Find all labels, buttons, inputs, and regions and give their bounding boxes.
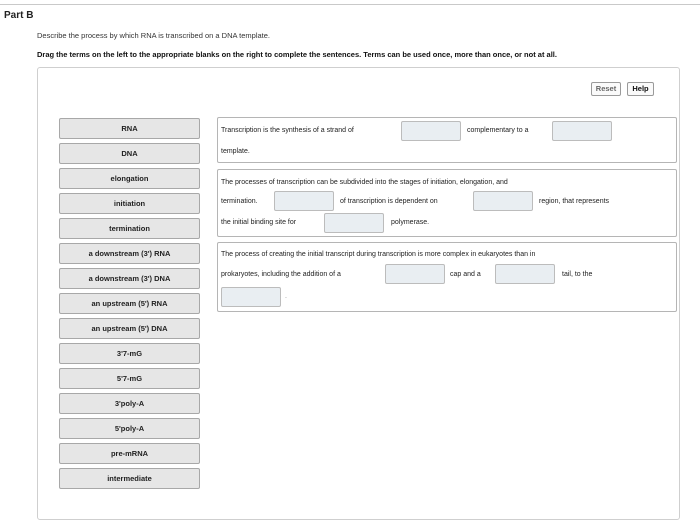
term-rna[interactable]: RNA bbox=[59, 118, 200, 139]
sentence-3-text-3: cap and a bbox=[450, 271, 481, 278]
blank-2-2[interactable] bbox=[473, 191, 533, 211]
blank-1-1[interactable] bbox=[401, 121, 461, 141]
blank-2-1[interactable] bbox=[274, 191, 334, 211]
blank-2-3[interactable] bbox=[324, 213, 384, 233]
instructions-text: Drag the terms on the left to the appropriate blanks on the right to complete the sentences. Terms can be used once, more than once, or not at all. bbox=[37, 50, 557, 59]
term-5-7-mg[interactable]: 5'7-mG bbox=[59, 368, 200, 389]
term-upstream-dna[interactable]: an upstream (5') DNA bbox=[59, 318, 200, 339]
term-termination[interactable]: termination bbox=[59, 218, 200, 239]
sentence-2-text-4: region, that represents bbox=[539, 198, 610, 205]
sentence-3-text-4: tail, to the bbox=[562, 271, 593, 278]
top-divider bbox=[0, 4, 700, 5]
term-upstream-rna[interactable]: an upstream (5') RNA bbox=[59, 293, 200, 314]
sentence-1-text-3: template. bbox=[221, 148, 250, 155]
term-3-7-mg[interactable]: 3'7-mG bbox=[59, 343, 200, 364]
blank-3-1[interactable] bbox=[385, 264, 445, 284]
sentence-3-text-2: prokaryotes, including the addition of a bbox=[221, 271, 341, 278]
term-downstream-dna[interactable]: a downstream (3') DNA bbox=[59, 268, 200, 289]
sentence-2-text-6: polymerase. bbox=[391, 219, 430, 226]
sentence-2-text-5: the initial binding site for bbox=[221, 219, 297, 226]
term-3-poly-a[interactable]: 3'poly-A bbox=[59, 393, 200, 414]
term-5-poly-a[interactable]: 5'poly-A bbox=[59, 418, 200, 439]
sentence-3-text-1: The process of creating the initial transcript during transcription is more complex in eukaryotes than in bbox=[221, 251, 536, 258]
blank-3-2[interactable] bbox=[495, 264, 555, 284]
blank-3-3[interactable] bbox=[221, 287, 281, 307]
help-button[interactable]: Help bbox=[627, 82, 654, 96]
sentence-2-text-3: of transcription is dependent on bbox=[340, 198, 438, 205]
question-text: Describe the process by which RNA is transcribed on a DNA template. bbox=[37, 31, 271, 40]
term-elongation[interactable]: elongation bbox=[59, 168, 200, 189]
sentence-1-text-2: complementary to a bbox=[467, 127, 529, 134]
term-downstream-rna[interactable]: a downstream (3') RNA bbox=[59, 243, 200, 264]
reset-button[interactable]: Reset bbox=[591, 82, 621, 96]
term-pre-mrna[interactable]: pre-mRNA bbox=[59, 443, 200, 464]
sentence-3-text-5: . bbox=[285, 293, 287, 300]
term-intermediate[interactable]: intermediate bbox=[59, 468, 200, 489]
sentence-1-text-1: Transcription is the synthesis of a strand of bbox=[221, 127, 354, 134]
term-dna[interactable]: DNA bbox=[59, 143, 200, 164]
blank-1-2[interactable] bbox=[552, 121, 612, 141]
part-title: Part B bbox=[4, 10, 34, 21]
sentence-2-text-2: termination. bbox=[221, 198, 258, 205]
term-initiation[interactable]: initiation bbox=[59, 193, 200, 214]
sentence-2-text-1: The processes of transcription can be subdivided into the stages of initiation, elongation, and bbox=[221, 179, 508, 186]
